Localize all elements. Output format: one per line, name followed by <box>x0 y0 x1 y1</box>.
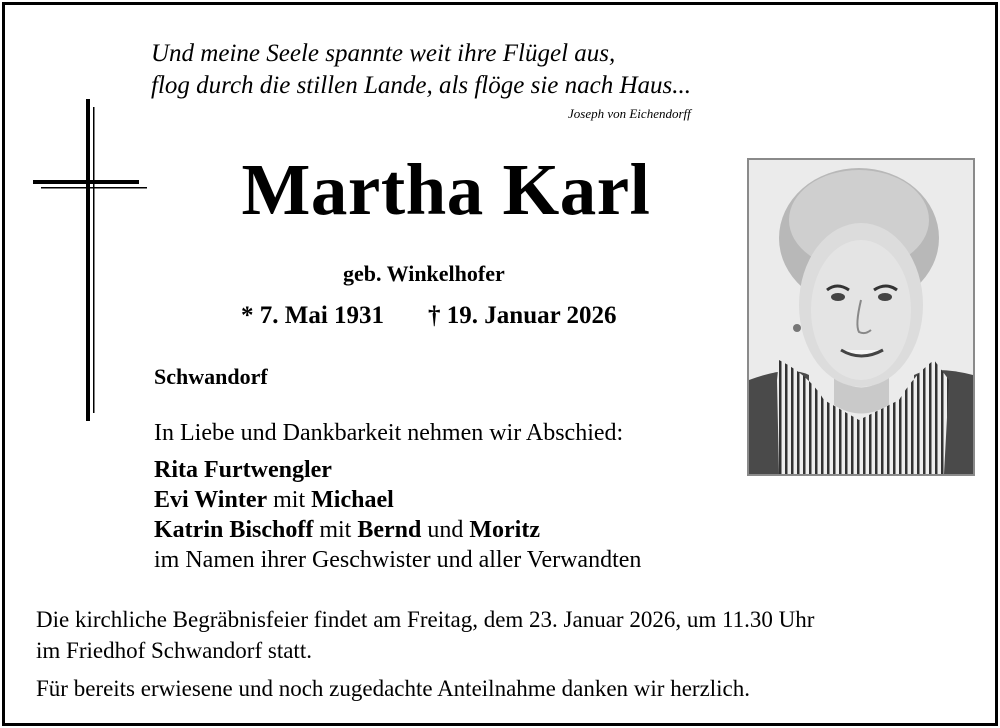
portrait-photo <box>747 158 975 476</box>
deceased-name: Martha Karl <box>241 149 651 230</box>
mourner-name: Evi Winter <box>154 487 268 513</box>
mourner-name: Michael <box>311 487 394 513</box>
mourners-intro: In Liebe und Dankbarkeit nehmen wir Abschied: <box>154 420 624 446</box>
mourner-line <box>154 455 332 485</box>
mourner-line <box>154 485 394 515</box>
birth-date: * 7. Mai 1931 <box>241 302 385 329</box>
service-line-2: im Friedhof Schwandorf statt. <box>36 638 312 663</box>
mourner-name: Rita Furtwengler <box>154 457 332 483</box>
quote-line-1: Und meine Seele spannte weit ihre Flügel aus, <box>151 40 616 67</box>
service-line-1: Die kirchliche Begräbnisfeier findet am Freitag, dem 23. Januar 2026, um 11.30 Uhr <box>36 607 815 632</box>
residence: Schwandorf <box>154 364 268 389</box>
death-date: † 19. Januar 2026 <box>428 302 617 329</box>
connector-text: mit <box>267 487 312 513</box>
mourner-name: Katrin Bischoff <box>154 517 314 543</box>
portrait-illustration <box>749 160 973 474</box>
life-dates <box>241 302 617 330</box>
connector-text: und <box>421 517 470 543</box>
birth-name: geb. Winkelhofer <box>343 261 505 286</box>
cross-icon <box>33 99 147 421</box>
mourners-closing: im Namen ihrer Geschwister und aller Verwandten <box>154 547 642 573</box>
thanks-line: Für bereits erwiesene und noch zugedachte Anteilnahme danken wir herzlich. <box>36 676 751 701</box>
quote-author: Joseph von Eichendorff <box>568 106 691 121</box>
quote-line-2: flog durch die stillen Lande, als flöge sie nach Haus... <box>151 72 692 99</box>
obituary-card <box>2 2 998 726</box>
connector-text: mit <box>313 517 358 543</box>
mourner-line <box>154 515 540 545</box>
mourner-name: Moritz <box>469 517 540 543</box>
mourner-name: Bernd <box>357 517 422 543</box>
